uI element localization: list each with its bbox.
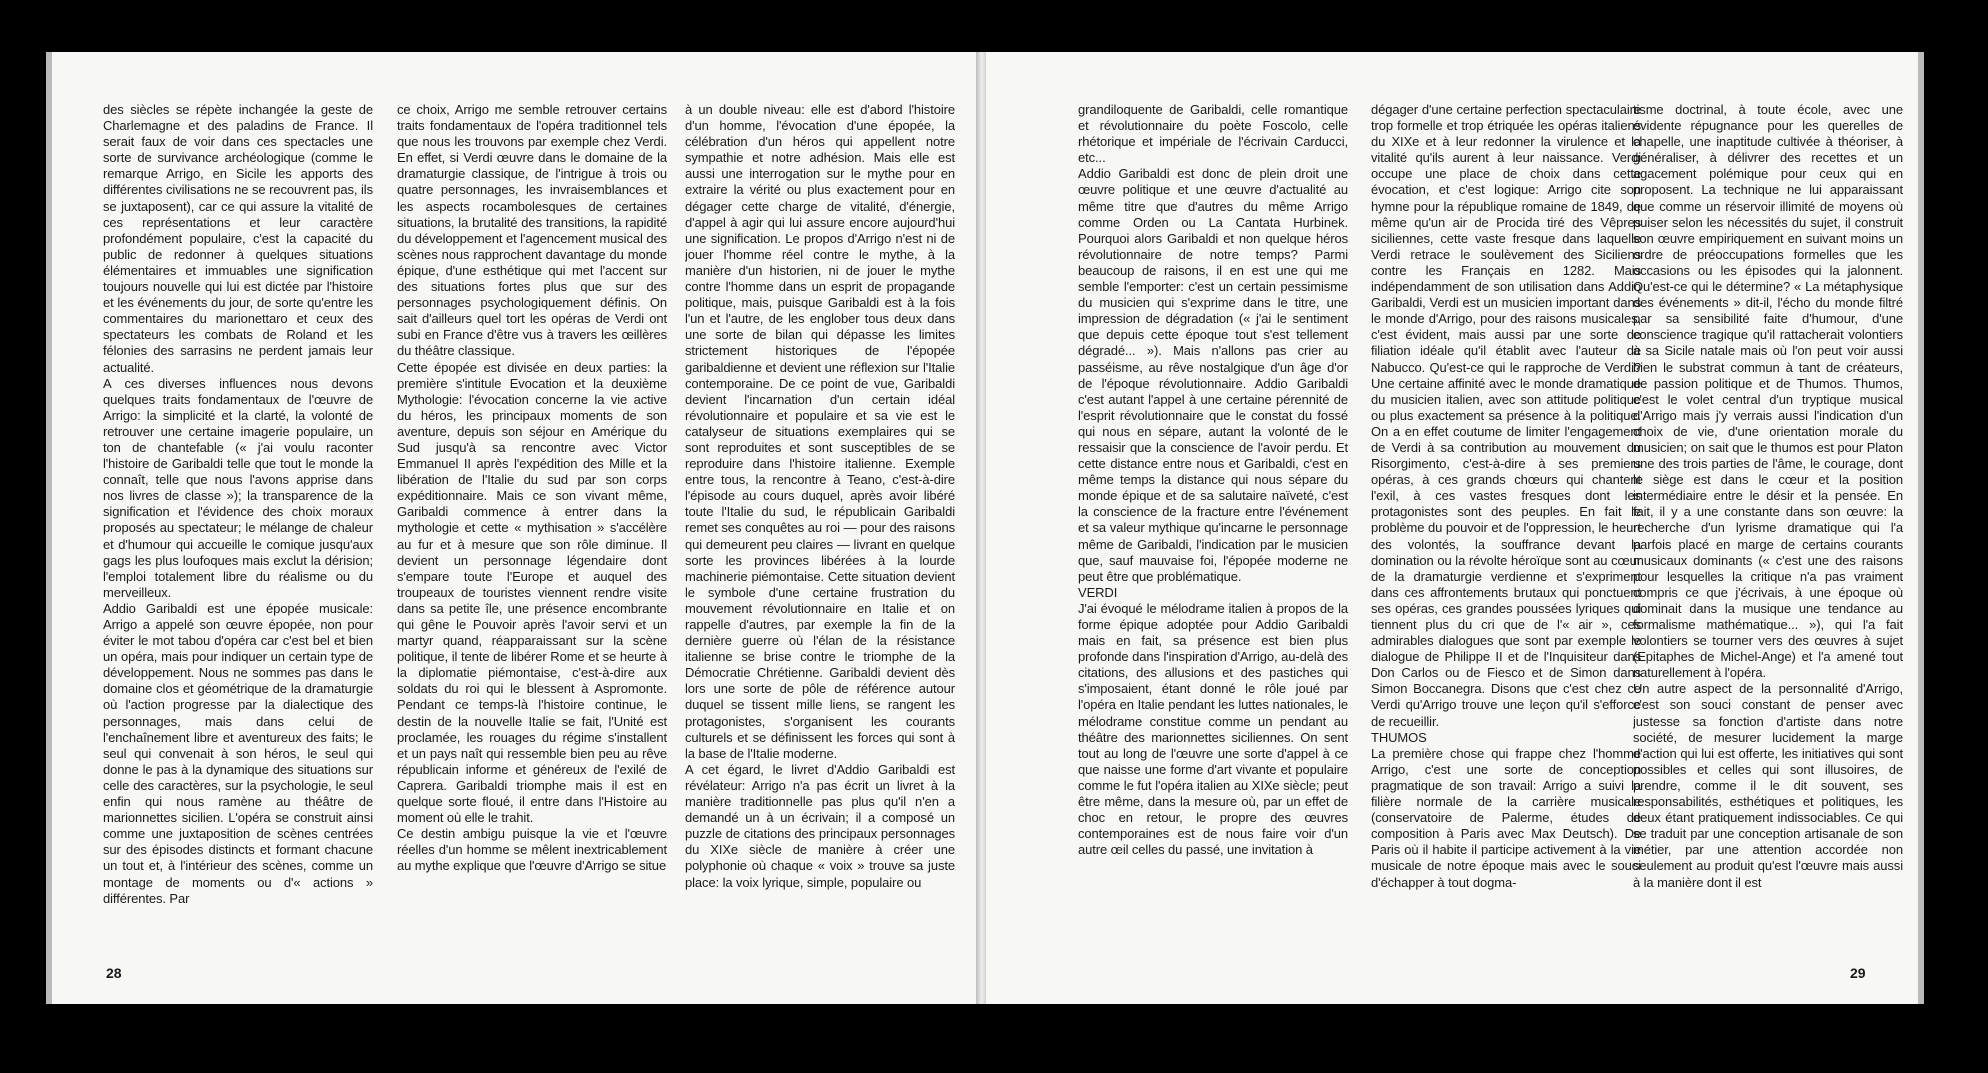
paragraph: A ces diverses influences nous devons quelques traits fondamentaux de l'œuvre de Arrigo: la simplicité et la clarté, la volonté de retrouver une certaine imagerie populaire, un ton de chantefable (« j'ai voulu raconter l'histoire de Garibaldi telle que tout le monde la connaît, telle que nous l'avons apprise dans nos livres de classe »); la transparence de la signification et l'évidence des choix moraux proposés au spectateur; le mélange de chaleur et d'humour qui accueille le comique jusqu'aux gags les plus loufoques mais exclut la dérision; l'emploi totalement libre du réalisme ou du merveilleux. bbox=[103, 375, 373, 600]
paragraph: J'ai évoqué le mélodrame italien à propos de la forme épique adoptée pour Addio Garibaldi mais en fait, sa présence est bien plus profonde dans l'inspiration d'Arrigo, au-delà des citations, des allusions et des pastiches qui s'imposaient, étant donné le rôle joué par l'opéra en Italie pendant les luttes nationales, le mélodrame constitue comme un pendant au théâtre des marionnettes siciliennes. On sent tout au long de l'œuvre une sorte d'appel à ce que naisse une forme d'art vivante et populaire comme le fut l'opéra italien au XIXe siècle; peut être même, dans la mesure où, par un effet de choc en retour, le propre des œuvres contemporaines est de nous faire voir d'un autre œil celles du passé, une invitation à bbox=[1078, 600, 1348, 858]
right-page bbox=[986, 52, 1918, 1004]
column-2 bbox=[397, 102, 667, 942]
column-1 bbox=[103, 102, 373, 942]
paragraph: A cet égard, le livret d'Addio Garibaldi est révélateur: Arrigo n'a pas écrit un livret à la manière traditionnelle pas plus qu'il n'en a demandé un à un écrivain; il a composé un puzzle de citations des principaux personnages du XIXe siècle de manière à créer une polyphonie où chaque « voix » trouve sa juste place: la voix lyrique, simple, populaire ou bbox=[685, 761, 955, 890]
column-6 bbox=[1633, 102, 1903, 942]
paragraph: à un double niveau: elle est d'abord l'histoire d'un homme, l'évocation d'une épopée, la célébration d'un héros qui appellent notre sympathie et notre adhésion. Mais elle est aussi une interrogation sur le mythe pour en extraire la vérité ou plus exactement pour en dégager cette charge de vitalité, d'énergie, d'appel à agir qui lui assure encore aujourd'hui une signification. Le propos d'Arrigo n'est ni de jouer l'homme réel contre le mythe, à la manière d'un historien, ni de jouer le mythe contre l'homme dans un esprit de propagande politique, mais, puisque Garibaldi est à la fois l'un et l'autre, de les englober tous deux dans une sorte de bilan qui dépasse les limites strictement historiques de l'épopée garibaldienne et devient une réflexion sur l'Italie contemporaine. De ce point de vue, Garibaldi devient l'incarnation d'un certain idéal révolutionnaire et populaire et sa vie est le catalyseur de situations exemplaires qui se sont reproduites et sont susceptibles de se reproduire dans l'histoire italienne. Exemple entre tous, la rencontre à Teano, c'est-à-dire l'épisode au cours duquel, après avoir libéré toute l'Italie du sud, le républicain Garibaldi remet ses conquêtes au roi — pour des raisons qui demeurent peu claires — livrant en quelque sorte les provinces libérées à la lourde machinerie piémontaise. Cette situation devient le symbole d'une certaine frustration du mouvement révolutionnaire en Italie et on rappelle d'autres, par exemple la fin de la dernière guerre où l'élan de la résistance italienne se brise contre le triomphe de la Démocratie Chrétienne. Garibaldi devient dès lors une sorte de pôle de référence autour duquel se tissent mille liens, se rangent les protagonistes, s'organisent les courants culturels et se définissent les forces qui sont à la base de l'Italie moderne. bbox=[685, 102, 955, 761]
column-4 bbox=[1078, 102, 1348, 942]
column-5 bbox=[1371, 102, 1641, 942]
paragraph: grandiloquente de Garibaldi, celle romantique et révolutionnaire du poète Foscolo, celle rhétorique et impériale de l'écrivain Carducci, etc... bbox=[1078, 102, 1348, 166]
paragraph: Un autre aspect de la personnalité d'Arrigo, c'est son souci constant de penser avec justesse sa fonction d'artiste dans notre société, de mesurer lucidement la marge d'action qui lui est offerte, les initiatives qui sont possibles et celles qui sont illusoires, de prendre, comme il le dit souvent, ses responsabilités, esthétiques et politiques, les deux étant pratiquement indissociables. Ce qui se traduit par une conception artisanale de son métier, par une attention accordée non seulement au produit qu'est l'œuvre mais aussi à la manière dont il est bbox=[1633, 681, 1903, 890]
book-spread bbox=[52, 52, 1918, 1004]
paragraph: dégager d'une certaine perfection spectaculaire trop formelle et trop étriquée les opéras italiens du XIXe et à leur redonner la virulence et la vitalité qu'ils aurent à leur naissance. Verdi occupe une place de choix dans cette évocation, et c'est logique: Arrigo cite son hymne pour la république romaine de 1849, de même qu'un air de Procida tiré des Vêpres siciliennes, cette vaste fresque dans laquelle Verdi retrace le soulèvement des Siciliens contre les Français en 1282. Mais indépendamment de son utilisation dans Addio Garibaldi, Verdi est un musicien important dans le monde d'Arrigo, pour des raisons musicales, c'est évident, mais aussi par une sorte de filiation idéale qu'il établit avec l'auteur de Nabucco. Qu'est-ce qui le rapproche de Verdi? Une certaine affinité avec le monde dramatique du musicien italien, avec son attitude politique ou plus exactement sa présence à la politique. On a en effet coutume de limiter l'engagement de Verdi à sa contribution au mouvement du Risorgimento, c'est-à-dire à ses premiers opéras, à ces grands chœurs qui chantent l'exil, à ces vastes fresques dont les protagonistes sont des peuples. En fait le problème du pouvoir et de l'oppression, le heurt des volontés, la souffrance devant la domination ou la révolte héroïque sont au cœur de la dramaturgie verdienne et s'expriment dans ces affrontements brutaux qui ponctuent ses opéras, ces grandes poussées lyriques qui tiennent plus du cri que de l'« air », ces admirables dialogues que sont par exemple le dialogue de Philippe II et de l'Inquisiteur dans Don Carlos ou de Fiesco et de Simon dans Simon Boccanegra. Disons que c'est chez ce Verdi qu'Arrigo trouve une leçon qu'il s'efforce de recueillir. bbox=[1371, 102, 1641, 729]
page-number: 28 bbox=[106, 965, 122, 981]
section-heading: VERDI bbox=[1078, 584, 1118, 600]
paragraph: Addio Garibaldi est une épopée musicale: Arrigo a appelé son œuvre épopée, non pour éviter le mot tabou d'opéra car c'est bel et bien un opéra, mais pour indiquer un certain type de développement. Nous ne sommes pas dans le domaine clos et géométrique de la dramaturgie où l'action progresse par la dialectique des personnages, mais dans celui de l'enchaînement libre et aventureux des faits; le seul qui convenait à son héros, le seul qui donne le pas à la dynamique des situations sur celle des caractères, sur la psychologie, le seul enfin qui nous ramène au théâtre de marionnettes sicilien. L'opéra se construit ainsi comme une juxtaposition de scènes centrées sur des épisodes distincts et formant chacune un tout et, à l'intérieur des scènes, comme un montage de moments ou d'« actions » différentes. Par bbox=[103, 600, 373, 906]
paragraph: Cette épopée est divisée en deux parties: la première s'intitule Evocation et la deuxième Mythologie: l'évocation concerne la vie active du héros, les principaux moments de son aventure, depuis son séjour en Amérique du Sud jusqu'à sa rencontre avec Victor Emmanuel II après l'expédition des Mille et la libération de l'Italie du sud par son corps expéditionnaire. Mais ce son vivant même, Garibaldi commence à entrer dans la mythologie et cette « mythisation » s'accélère au fur et à mesure que son rôle diminue. Il devient un personnage légendaire dont s'empare toute l'Europe et auquel des troupeaux de touristes viennent rendre visite dans sa petite île, une présence encombrante qui gêne le Pouvoir après l'avoir servi et un martyr quand, réapparaissant sur la scène politique, il tente de libérer Rome et se heurte à la diplomatie piémontaise, c'est-à-dire aux soldats du roi qui le blessent à Aspromonte. Pendant ce temps-là l'histoire continue, le destin de la nouvelle Italie se fait, l'Unité est proclamée, les rouages du régime s'installent et un pays naît qui ressemble bien peu au rêve républicain informe et généreux de l'exilé de Caprera. Garibaldi triomphe mais il est en quelque sorte floué, il entre dans l'Histoire au moment où elle le trahit. bbox=[397, 359, 667, 826]
paragraph: Addio Garibaldi est donc de plein droit une œuvre politique et une œuvre d'actualité au même titre que d'autres du même Arrigo comme Orden ou La Cantata Hurbinek. Pourquoi alors Garibaldi et non quelque héros révolutionnaire de notre temps? Parmi beaucoup de raisons, il en est une qui me semble l'emporter: c'est un certain pessimisme du musicien qui s'exprime dans le titre, une impression de dégradation (« j'ai le sentiment que depuis cette époque tout s'est tellement dégradé... »). Mais n'allons pas crier au passéisme, au rêve nostalgique d'un âge d'or de l'époque révolutionnaire. Addio Garibaldi c'est autant l'appel à une certaine pérennité de l'esprit révolutionnaire que le constat du fossé qui nous en sépare, autant la volonté de le ressaisir que la conscience de l'avoir perdu. Et cette distance entre nous et Garibaldi, c'est en même temps la distance qui nous sépare du monde épique et de sa salutaire naïveté, c'est la conscience de la fracture entre l'événement et sa valeur mythique qu'incarne le personnage même de Garibaldi, l'indication par le musicien que, sauf mauvaise foi, l'épopée moderne ne peut être que problématique. bbox=[1078, 166, 1348, 584]
section-heading: THUMOS bbox=[1371, 729, 1427, 745]
column-3 bbox=[685, 102, 955, 942]
paragraph: des siècles se répète inchangée la geste de Charlemagne et des paladins de France. Il serait faux de voir dans ces spectacles une sorte de survivance archéologique (comme le remarque Arrigo, en Sicile les apports des différentes civilisations ne se recouvrent pas, ils se juxtaposent), car ce qui assure la vitalité de ces représentations et leur caractère profondément populaire, c'est la capacité du public de redonner à quelques situations élémentaires et immuables une signification toujours nouvelle qui lui est dictée par l'histoire et les événements du jour, de sorte qu'entre les commentaires du marionettaro et ceux des spectateurs les combats de Roland et les félonies des sarrasins ne perdent jamais leur actualité. bbox=[103, 102, 373, 375]
page-number: 29 bbox=[1850, 965, 1866, 981]
paragraph: tisme doctrinal, à toute école, avec une évidente répugnance pour les querelles de chapelle, une inaptitude cultivée à théoriser, à généraliser, à délivrer des recettes et un agacement polémique pour ceux qui en proposent. La technique ne lui apparaissant que comme un réservoir illimité de moyens où puiser selon les nécessités du sujet, il construit son œuvre empiriquement en suivant moins un ordre de préoccupations formelles que les occasions ou les épisodes qui la jalonnent. Qu'est-ce qui le détermine? « La métaphysique des événements » dit-il, l'écho du monde filtré par sa sensibilité faite d'humour, d'une conscience tragique qu'il rattacherait volontiers à sa Sicile natale mais où l'on peut voir aussi bien le substrat commun à tant de créateurs, de passion politique et de Thumos. Thumos, c'est le volet central d'un tryptique musical d'Arrigo mais j'y verrais aussi l'indication d'un choix de vie, d'une orientation morale du musicien; on sait que le thumos est pour Platon une des trois parties de l'âme, le courage, dont le siège est dans le cœur et la position intermédiaire entre le désir et la pensée. En fait, il y a une constante dans son œuvre: la recherche d'un lyrisme dramatique qui l'a parfois placé en marge de certains courants musicaux dominants (« c'est une des raisons pour lesquelles la critique n'a pas vraiment compris ce que j'écrivais, à une époque où dominait dans la musique une tendance au formalisme mathématique... »), qui l'a fait volontiers se tourner vers des œuvres à sujet (Epitaphes de Michel-Ange) et l'a amené tout naturellement à l'opéra. bbox=[1633, 102, 1903, 681]
paragraph: ce choix, Arrigo me semble retrouver certains traits fondamentaux de l'opéra traditionnel tels que nous les trouvons par exemple chez Verdi. En effet, si Verdi œuvre dans le domaine de la dramaturgie classique, de l'intrigue à trois ou quatre personnages, les invraisemblances et les aspects rocambolesques de certaines situations, la brutalité des transitions, la rapidité du développement et l'agencement musical des scènes nous rapprochent davantage du monde épique, d'une esthétique qui met l'accent sur des situations fortes plus que sur des personnages psychologiquement définis. On sait d'ailleurs quel tort les opéras de Verdi ont subi en France d'être vus à travers les œillères du théâtre classique. bbox=[397, 102, 667, 359]
paragraph: La première chose qui frappe chez l'homme Arrigo, c'est une sorte de conception pragmatique de son travail: Arrigo a suivi la filière normale de la carrière musicale (conservatoire de Palerme, études de composition à Paris avec Max Deutsch). De Paris où il habite il participe activement à la vie musicale de notre époque mais avec le souci d'échapper à tout dogma- bbox=[1371, 745, 1641, 890]
paragraph: Ce destin ambigu puisque la vie et l'œuvre réelles d'un homme se mêlent inextricablement au mythe explique que l'œuvre d'Arrigo se situe bbox=[397, 826, 667, 874]
left-page bbox=[52, 52, 980, 1004]
